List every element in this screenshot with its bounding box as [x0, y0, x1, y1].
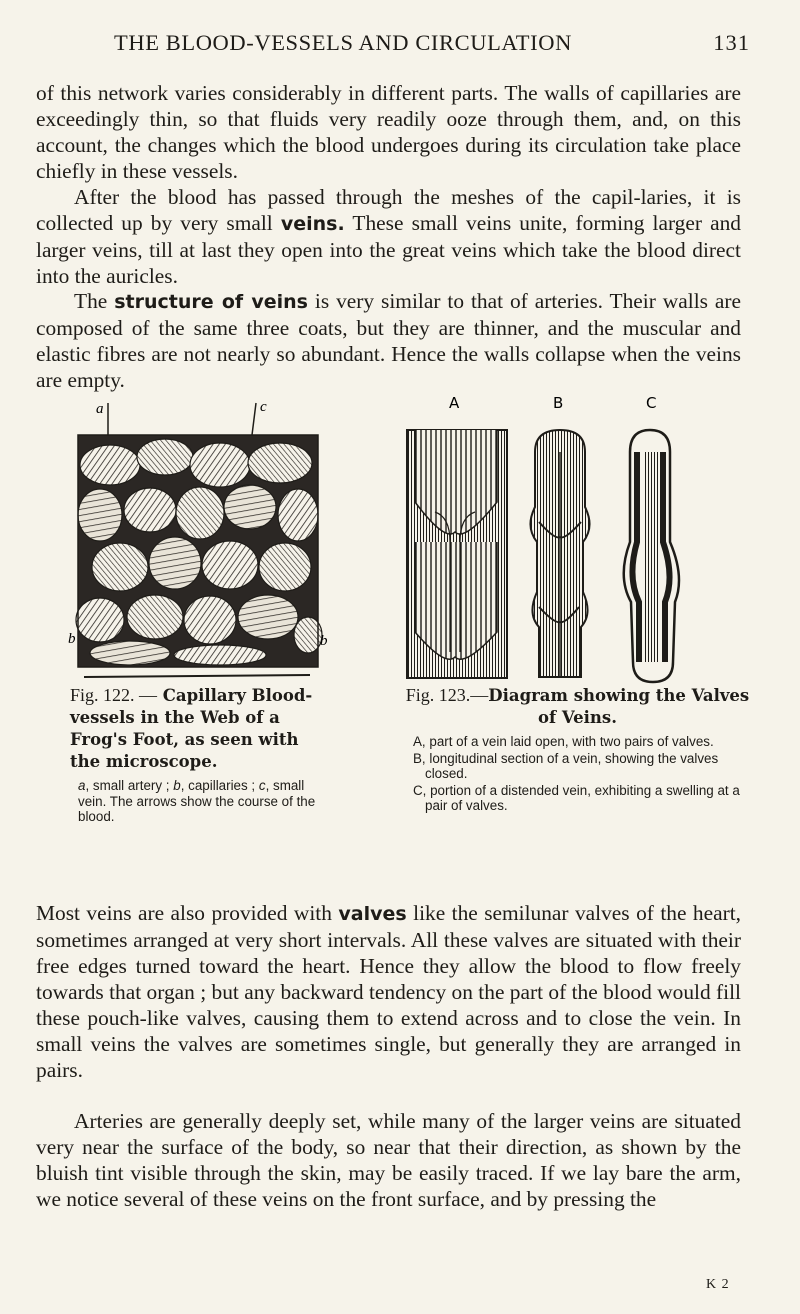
keyword-veins: veins.: [280, 213, 345, 235]
label-B: B: [553, 394, 564, 412]
paragraph-valves: [36, 900, 741, 1083]
figure-number: Fig. 123.—: [405, 685, 489, 705]
legend-letter: c: [258, 778, 266, 793]
figure-title-text: Diagram showing the Valves of Veins.: [488, 686, 750, 727]
capillary-network-illustration: [68, 395, 328, 680]
running-head-title: THE BLOOD-VESSELS AND CIRCULATION: [114, 30, 572, 55]
figure-123-title: [405, 684, 750, 729]
paragraph-structure-of-veins: [36, 288, 741, 393]
label-C: C: [646, 394, 657, 412]
legend-text: , small artery ;: [85, 778, 174, 793]
legend-item-c: C, portion of a distended vein, exhibiting a swelling at a pair of valves.: [413, 782, 740, 813]
vein-b-illustration: [530, 430, 589, 677]
paragraph-text: Most veins are also provided with: [36, 901, 339, 925]
label-c: c: [260, 399, 267, 415]
figure-122-legend: [78, 778, 325, 825]
label-b-right: b: [320, 633, 328, 649]
keyword-valves: valves: [338, 903, 407, 925]
figure-123-caption: [405, 684, 750, 815]
figure-title-text: Capillary Blood-vessels in the Web of a Frog's Foot, as seen with the microscope.: [70, 686, 313, 771]
figure-123-legend: [413, 734, 750, 814]
legend-letter: a: [78, 778, 86, 793]
legend-text: , capillaries ;: [180, 778, 259, 793]
paragraph-text: After the blood has passed through the meshes of the capil-laries, it is collected up by very small: [36, 185, 741, 235]
paragraph-capillary-walls: of this network varies considerably in different parts. The walls of capillaries are exceedingly thin, so that fluids very readily ooze through them, and, on this account, the changes which the blood undergoes during its circulation take place chiefly in these vessels.: [36, 81, 741, 183]
paragraph-arteries: Arteries are generally deeply set, while many of the larger veins are situated very near the surface of the body, so near that their direction, as shown by the bluish tint visible through the skin, may be easily traced. If we lay bare the arm, we notice several of these veins on the front surface, and by pressing the: [36, 1109, 741, 1211]
paragraph-text: is very similar to that of arteries. Their walls are composed of the same three coats, but they are thinner, and the muscular and elastic fibres are not nearly so abundant. Hence the walls collapse when the veins are empty.: [36, 289, 742, 392]
paragraph-text: These small veins unite, forming larger and larger veins, till at last they open into the great veins which take the blood direct into the auricles.: [36, 211, 741, 288]
paragraph-veins: [36, 184, 741, 289]
signature-mark: K 2: [706, 1277, 730, 1292]
legend-letter: b: [173, 778, 181, 793]
paragraph-text: The: [74, 289, 115, 313]
running-head: [60, 30, 750, 64]
vein-c-illustration: [624, 430, 679, 682]
figure-number: Fig. 122. —: [70, 685, 158, 705]
legend-text: , small vein. The arrows show the course of the blood.: [78, 778, 316, 824]
legend-item-a: A, part of a vein laid open, with two pairs of valves.: [413, 734, 714, 749]
figure-122-title: [70, 684, 325, 773]
vein-valves-diagram: [405, 392, 705, 682]
label-b-left: b: [68, 631, 76, 647]
legend-item-b: B, longitudinal section of a vein, showing the valves closed.: [413, 750, 719, 781]
page-number: 131: [713, 30, 750, 55]
keyword-structure-of-veins: structure of veins: [114, 291, 308, 313]
vein-a-illustration: [407, 430, 507, 678]
label-A: A: [449, 394, 460, 412]
label-a: a: [96, 401, 104, 417]
figure-122-caption: [70, 684, 325, 825]
paragraph-text: like the semilunar valves of the heart, sometimes arranged at very short intervals. All these valves are situated with their free edges turned toward the heart. Hence they allow the blood to flow freely towards that organ ; but any backward tendency on the part of the blood would fill these pouch-like valves, causing them to extend across and to close the vein. In small veins the valves are sometimes single, but generally they are arranged in pairs.: [36, 901, 741, 1082]
